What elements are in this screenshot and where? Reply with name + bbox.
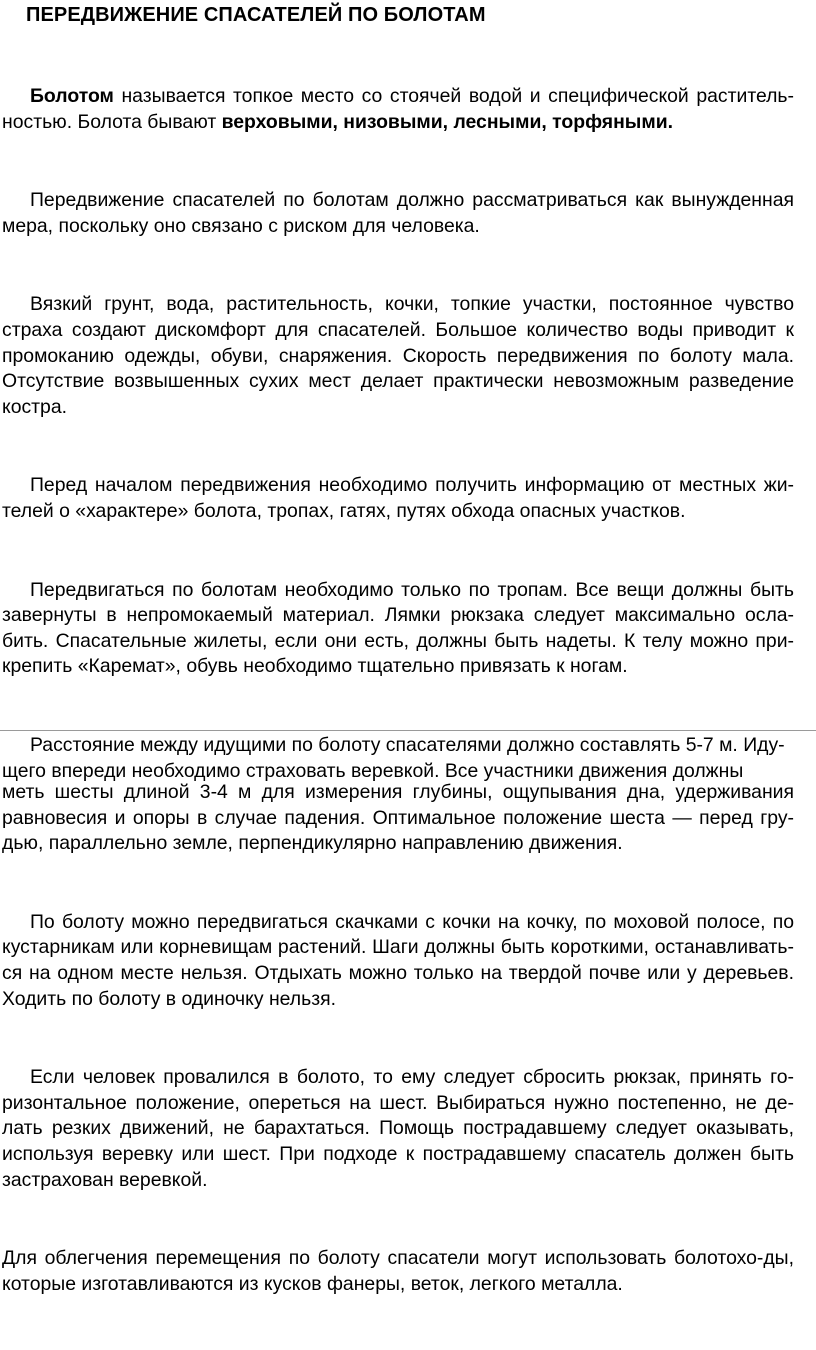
paragraph-definition (2, 84, 794, 135)
term-bold: Болотом (30, 85, 114, 107)
paragraph-discomfort: Вязкий грунт, вода, растительность, кочки, топкие участки, постоянное чувство страха создают дискомфорт для спасателей. Большое количество воды приводит к промоканию одежды, обуви, снаряжения. Скорость передвижения по болоту мала. Отсутствие возвышенных сухих мест делает практически невозможным разведение костра. (2, 293, 794, 418)
paragraph-rescue: Если человек провалился в болото, то ему следует сбросить рюкзак, принять го-ризонтальное положение, опереться на шест. Выбираться нужно постепенно, не де-лать резких движений, не барахтаться. Помощь пострадавшему следует оказывать, используя веревку или шест. При подходе к пострадавшему спасатель должен быть застрахован веревкой. (2, 1066, 794, 1191)
paragraph-information: Перед началом передвижения необходимо получить информацию от местных жи-телей о «характере» болота, тропах, гатях, путях обхода опасных участков. (2, 474, 794, 522)
page-1-body (2, 84, 794, 837)
paragraph-trails: Передвигаться по болотам необходимо только по тропам. Все вещи должны быть завернуты в непромокаемый материал. Лямки рюкзака следует максимально осла-бить. Спасательные жилеты, если они есть, должны быть надеты. К телу можно при-крепить «Каремат», обувь необходимо тщательно привязать к ногам. (2, 578, 794, 678)
page-break-divider (0, 730, 816, 731)
swamp-types-bold: верховыми, низовыми, лесными, торфяными. (221, 110, 674, 133)
paragraph-swamp-shoes: Для облегчения перемещения по болоту спасатели могут использовать болотохо-ды, которые изготавливаются из кусков фанеры, веток, легкого металла. (2, 1247, 794, 1295)
page-2-body (2, 780, 794, 1350)
paragraph-distance: Расстояние между идущими по болоту спасателями должно составлять 5-7 м. Иду-щего впереди необходимо страховать веревкой. Все участники движения должны (2, 733, 785, 782)
definition-text: называется топкое место со стоячей водой и специфической раститель-ностью. Болота бывают (2, 85, 794, 133)
paragraph-movement: По болоту можно передвигаться скачками с кочки на кочку, по моховой полосе, по кустарникам или корневищам растений. Шаги должны быть короткими, останавливать-ся на одном месте нельзя. Отдыхать можно только на твердой почве или у деревьев. Ходить по болоту в одиночку нельзя. (2, 910, 794, 1010)
paragraph-poles: меть шесты длиной 3-4 м для измерения глубины, ощупывания дна, удерживания равновесия и опоры в случае падения. Оптимальное положение шеста — перед гру-дью, параллельно земле, перпендикулярно направлению движения. (2, 781, 794, 855)
paragraph-forced-measure: Передвижение спасателей по болотам должно рассматриваться как вынужденная мера, поскольку оно связано с риском для человека. (2, 189, 794, 237)
page-title: ПЕРЕДВИЖЕНИЕ СПАСАТЕЛЕЙ ПО БОЛОТАМ (26, 4, 486, 26)
